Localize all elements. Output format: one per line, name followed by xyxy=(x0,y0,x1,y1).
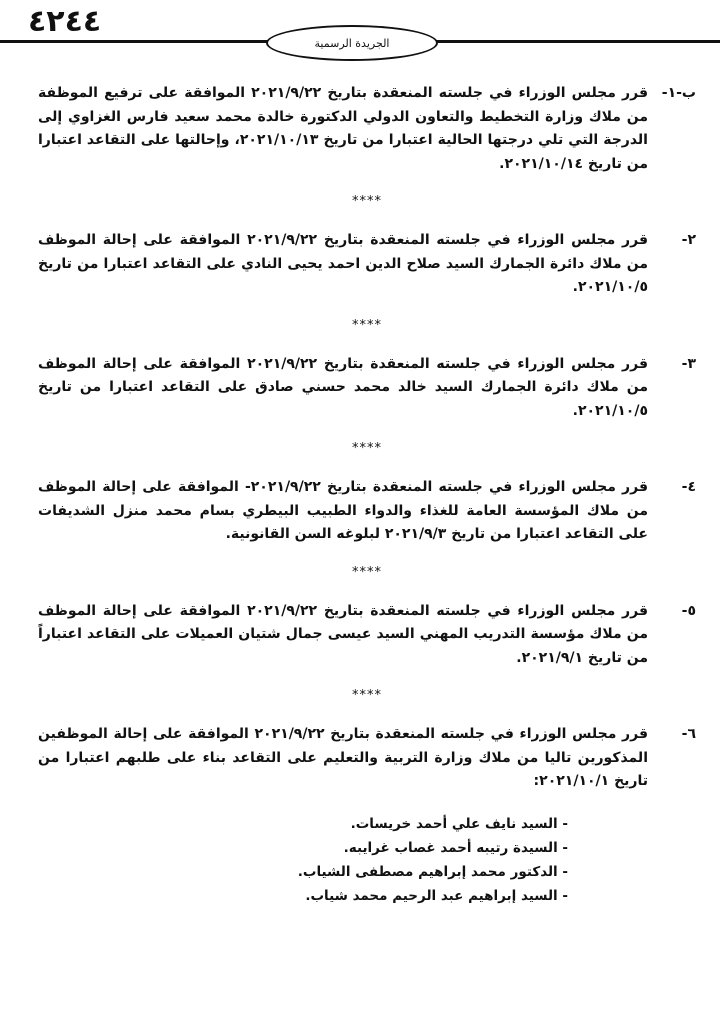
gazette-title-oval xyxy=(266,25,438,61)
decision-item xyxy=(38,476,696,547)
person-entry: - السيد إبراهيم عبد الرحيم محمد شياب. xyxy=(305,887,568,904)
person-entry: - السيد نايف علي أحمد خريسات. xyxy=(350,815,568,832)
page-number: ٤٢٤٤ xyxy=(28,4,102,39)
gazette-title: الجريدة الرسمية xyxy=(314,36,390,50)
decision-text: قرر مجلس الوزراء في جلسته المنعقدة بتاريخ ٢٠٢١/٩/٢٢ الموافقة على إحالة الموظفين المذكورين تاليا من ملاك وزارة التربية والتعليم على التقاعد بناء على طلبهم اعتبارا من تاريخ ٢٠٢١/١٠/١: xyxy=(38,726,648,789)
decisions-list xyxy=(38,82,696,908)
decision-number: ٢- xyxy=(681,232,696,248)
decision-number: ٣- xyxy=(681,355,696,372)
decision-number: ٥- xyxy=(681,602,696,619)
person-entry: - الدكتور محمد إبراهيم مصطفى الشياب. xyxy=(297,863,568,880)
decision-text: قرر مجلس الوزراء في جلسته المنعقدة بتاريخ ٢٠٢١/٩/٢٢ الموافقة على إحالة الموظف من ملاك دائرة الجمارك السيد صلاح الدين احمد يحيى النادي على التقاعد اعتبارا من تاريخ ٢٠٢١/١٠/٥. xyxy=(38,232,648,295)
separator: **** xyxy=(352,194,382,209)
separator: **** xyxy=(352,564,382,580)
decision-number: ب-١- xyxy=(661,85,696,101)
separator: **** xyxy=(352,441,382,456)
decision-item xyxy=(38,353,696,424)
decision-number: ٤- xyxy=(681,479,696,495)
decision-item xyxy=(38,600,696,671)
decision-text: قرر مجلس الوزراء في جلسته المنعقدة بتاريخ ٢٠٢١/٩/٢٢ الموافقة على إحالة الموظف من ملاك مؤسسة التدريب المهني السيد عيسى جمال شتيان العميلات على التقاعد اعتباراً من تاريخ ٢٠٢١/٩/١. xyxy=(38,602,648,666)
separator: **** xyxy=(352,317,382,333)
decision-item xyxy=(38,229,696,300)
separator: **** xyxy=(352,688,382,703)
decision-text: قرر مجلس الوزراء في جلسته المنعقدة بتاريخ ٢٠٢١/٩/٢٢- الموافقة على إحالة الموظف من ملاك المؤسسة العامة للغذاء والدواء الطبيب البيطري بسام محمد منزل الشديفات على التقاعد اعتبارا من تاريخ ٢٠٢١/٩/٣ لبلوغه السن القانونية. xyxy=(38,479,648,542)
decision-item xyxy=(38,82,696,176)
persons-list xyxy=(248,812,568,908)
person-entry: - السيدة رتيبه أحمد غصاب غرايبه. xyxy=(343,839,568,856)
decision-item xyxy=(38,723,696,794)
decision-number: ٦- xyxy=(681,726,696,742)
decision-text: قرر مجلس الوزراء في جلسته المنعقدة بتاريخ ٢٠٢١/٩/٢٢ الموافقة على إحالة الموظف من ملاك دائرة الجمارك السيد خالد محمد حسني صادق على التقاعد اعتبارا من تاريخ ٢٠٢١/١٠/٥. xyxy=(38,355,648,419)
decision-text: قرر مجلس الوزراء في جلسته المنعقدة بتاريخ ٢٠٢١/٩/٢٢ الموافقة على ترفيع الموظفة من ملاك وزارة التخطيط والتعاون الدولي الدكتورة خالدة محمد سعيد فارس الغزاوي إلى الدرجة التي تلي درجتها الحالية اعتبارا من تاريخ ٢٠٢١/١٠/١٣، وإحالتها على التقاعد اعتبارا من تاريخ ٢٠٢١/١٠/١٤. xyxy=(38,85,648,172)
